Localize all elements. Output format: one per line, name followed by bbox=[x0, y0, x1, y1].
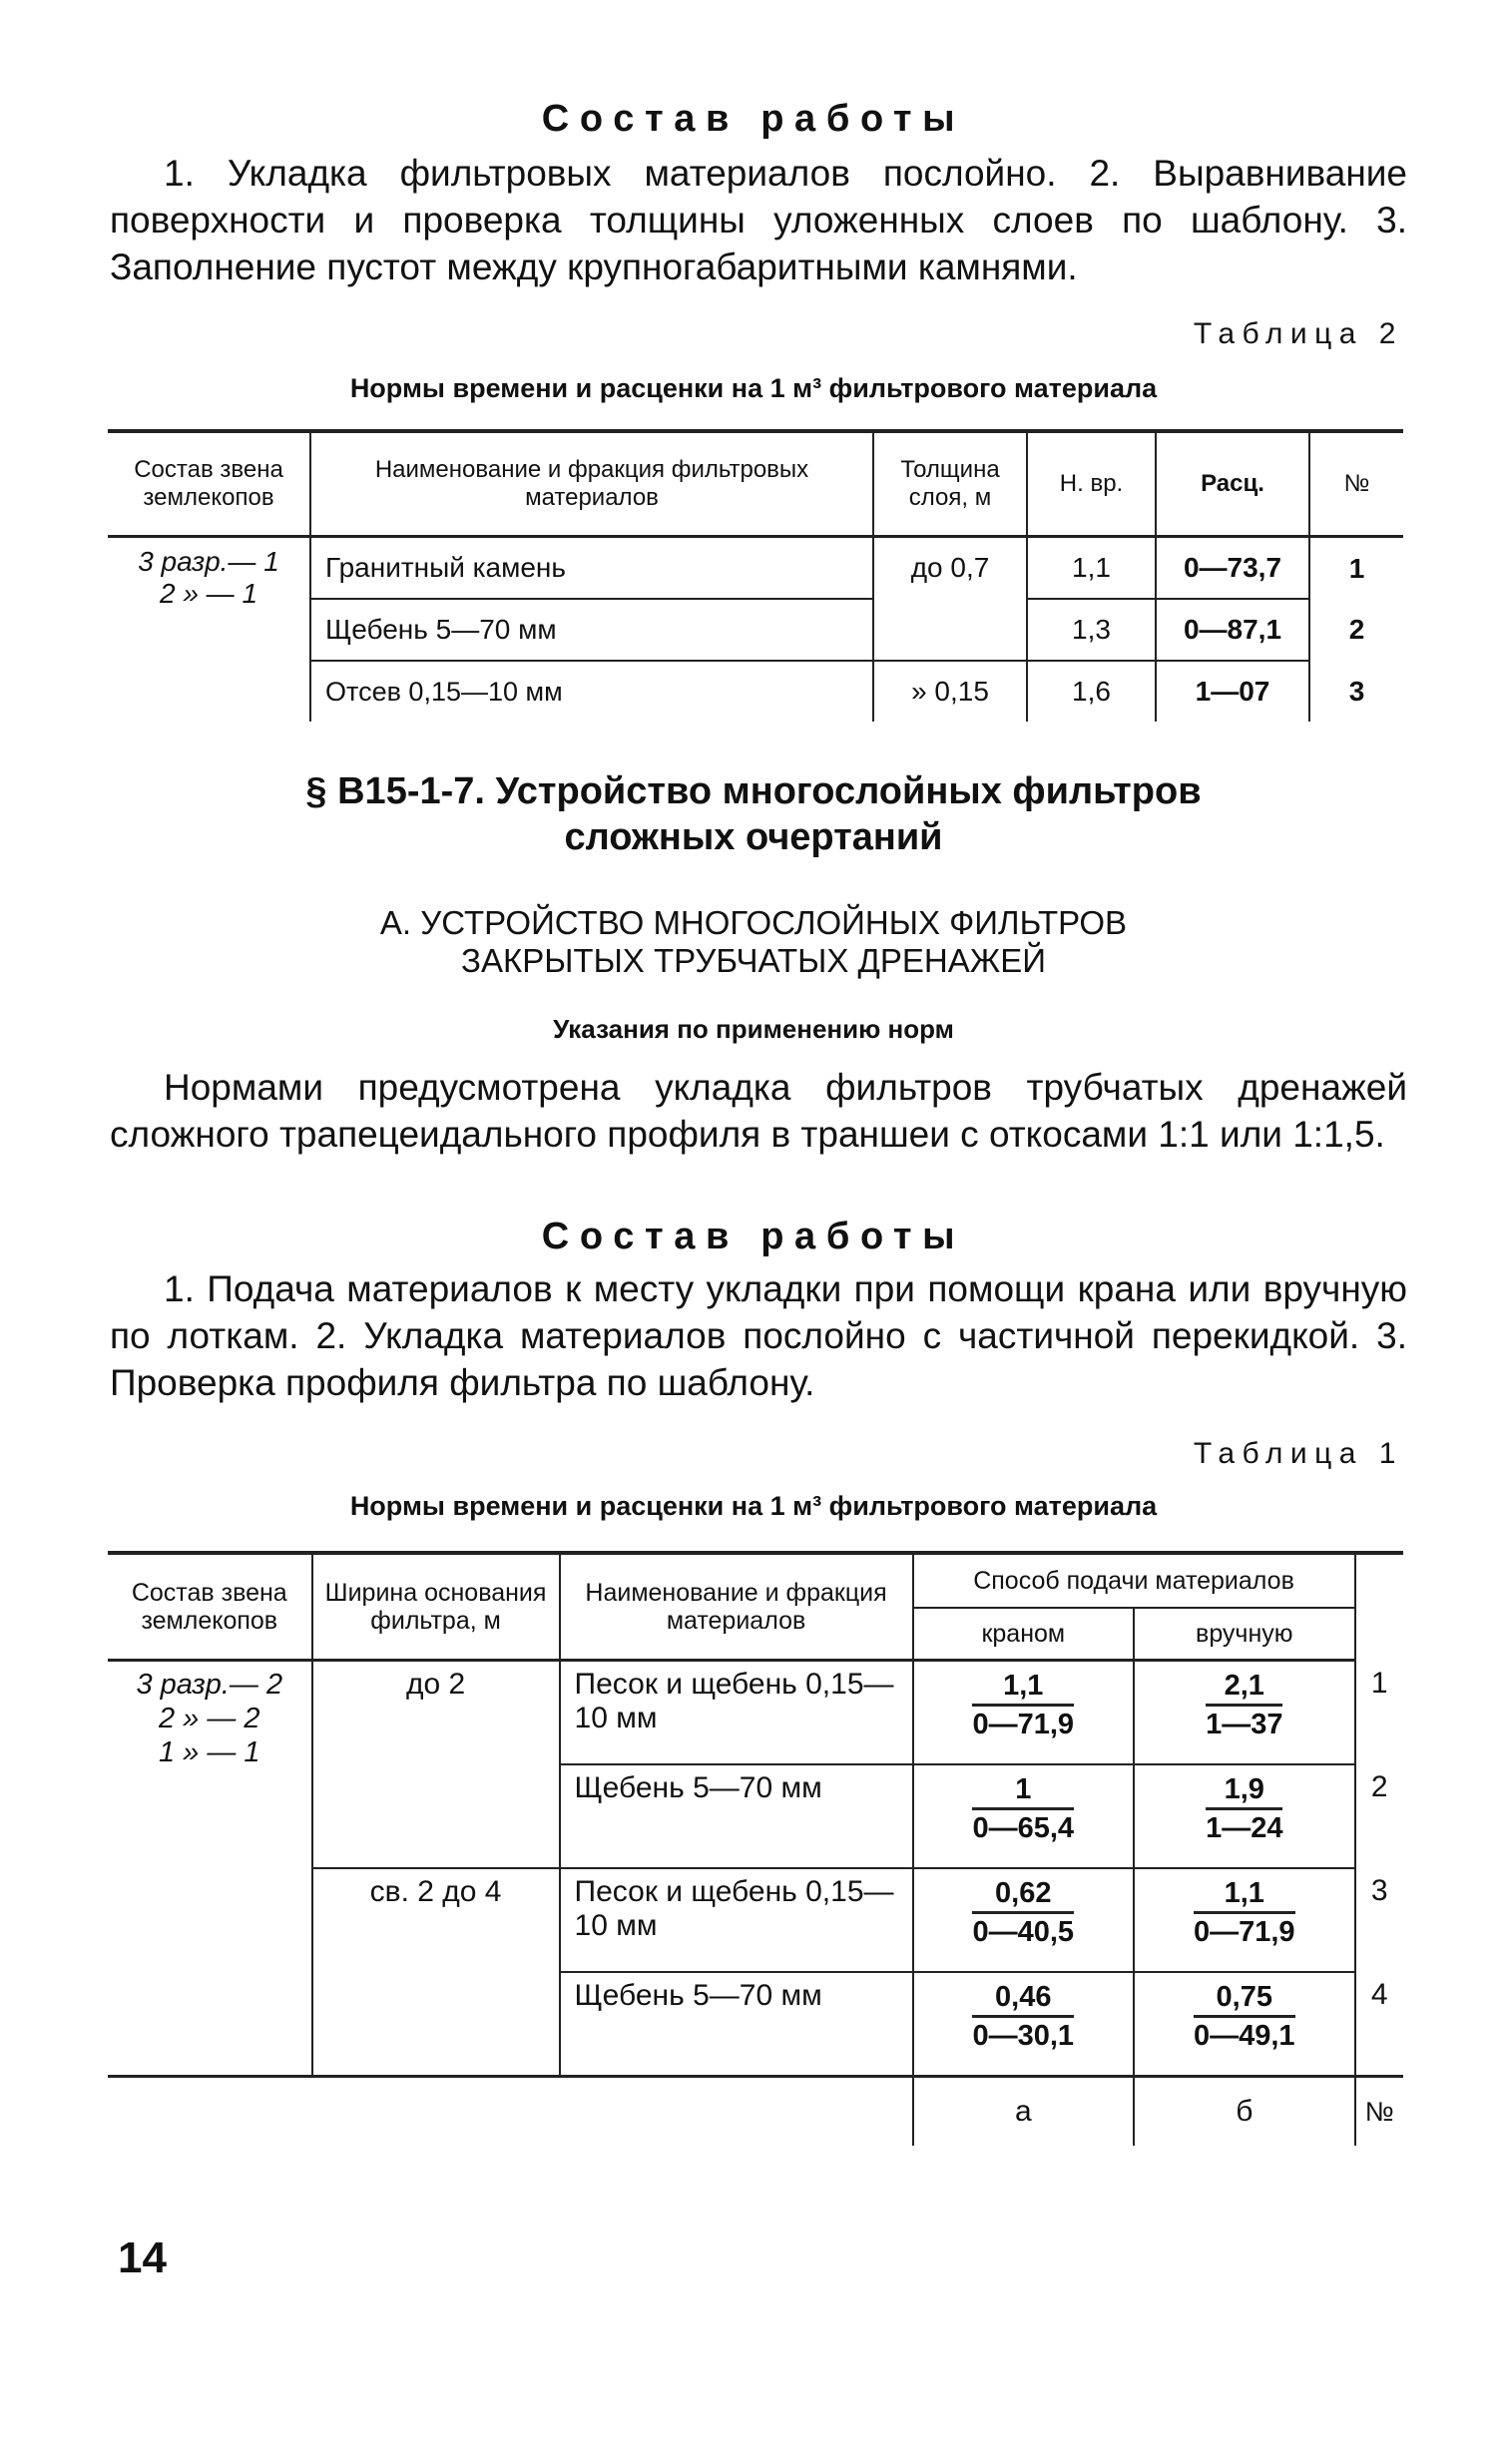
header-norm: Н. вр. bbox=[1027, 431, 1156, 537]
material-cell: Щебень 5—70 мм bbox=[560, 1764, 913, 1868]
footer-manual-letter: б bbox=[1134, 2077, 1355, 2147]
subsection-title-line2: ЗАКРЫТЫХ ТРУБЧАТЫХ ДРЕНАЖЕЙ bbox=[461, 942, 1046, 979]
header-crew: Состав звена землекопов bbox=[108, 1553, 312, 1661]
material-cell: Отсев 0,15—10 мм bbox=[310, 661, 873, 722]
manual-cell bbox=[1134, 1868, 1355, 1972]
thickness-cell: » 0,15 bbox=[873, 661, 1027, 722]
price-cell: 1—07 bbox=[1156, 661, 1309, 722]
crew-cell-empty bbox=[108, 661, 310, 722]
table-row bbox=[108, 537, 1403, 600]
crane-norm: 0,46 bbox=[972, 1979, 1074, 2018]
crane-cell bbox=[913, 1661, 1135, 1765]
header-crane: краном bbox=[913, 1608, 1135, 1661]
norm-cell: 1,3 bbox=[1027, 599, 1156, 661]
number-cell: 2 bbox=[1355, 1764, 1403, 1868]
header-number-empty bbox=[1355, 1553, 1403, 1661]
table-row bbox=[108, 1661, 1403, 1765]
header-width: Ширина основания фильтра, м bbox=[312, 1553, 560, 1661]
crane-price: 0—65,4 bbox=[972, 1812, 1075, 1844]
number-cell: 1 bbox=[1309, 537, 1403, 600]
number-cell: 4 bbox=[1355, 1972, 1403, 2077]
table-2 bbox=[108, 429, 1403, 722]
norm-cell: 1,6 bbox=[1027, 661, 1156, 722]
norm-cell: 1,1 bbox=[1027, 537, 1156, 600]
page-number: 14 bbox=[118, 2233, 167, 2282]
subsection-title-line1: А. УСТРОЙСТВО МНОГОСЛОЙНЫХ ФИЛЬТРОВ bbox=[379, 904, 1128, 941]
crew-line: 3 разр.— 1 bbox=[138, 546, 279, 577]
table-2-label: Таблица 2 bbox=[1193, 317, 1403, 350]
footer-empty bbox=[312, 2077, 560, 2147]
manual-cell bbox=[1134, 1764, 1355, 1868]
price-cell: 0—73,7 bbox=[1156, 537, 1309, 600]
width-cell: до 2 bbox=[312, 1661, 560, 1869]
instructions-text: Нормами предусмотрена укладка фильтров трубчатых дренажей сложного трапецеидального профиля в траншеи с откосами 1:1 или 1:1,5. bbox=[110, 1067, 1407, 1155]
manual-norm: 1,1 bbox=[1194, 1875, 1295, 1914]
table-1-label: Таблица 1 bbox=[1193, 1437, 1403, 1470]
header-number: № bbox=[1309, 431, 1403, 537]
header-thickness: Толщина слоя, м bbox=[873, 431, 1027, 537]
number-cell: 1 bbox=[1355, 1661, 1403, 1765]
manual-norm: 0,75 bbox=[1194, 1979, 1295, 2018]
table-1-caption: Нормы времени и расценки на 1 м³ фильтрового материала bbox=[349, 1491, 1158, 1521]
number-cell: 3 bbox=[1355, 1868, 1403, 1972]
price-cell: 0—87,1 bbox=[1156, 599, 1309, 661]
number-cell: 3 bbox=[1309, 661, 1403, 722]
material-cell: Гранитный камень bbox=[310, 537, 873, 600]
manual-price: 0—49,1 bbox=[1193, 2020, 1295, 2052]
work-composition-heading-2: Состав работы bbox=[541, 1216, 966, 1257]
work-composition-text: 1. Укладка фильтровых материалов послойно. 2. Выравнивание поверхности и проверка толщины уложенных слоев по шаблону. 3. Заполнение пустот между крупногабаритными камнями. bbox=[110, 153, 1407, 287]
work-composition-text-2: 1. Подача материалов к месту укладки при помощи крана или вручную по лоткам. 2. Укладка материалов послойно с частичной перекидкой. 3. Проверка профиля фильтра по шаблону. bbox=[110, 1268, 1407, 1403]
footer-number-sign: № bbox=[1355, 2077, 1403, 2147]
section-title-line2: сложных очертаний bbox=[564, 816, 943, 858]
crane-norm: 1 bbox=[972, 1771, 1074, 1810]
crew-cell bbox=[108, 537, 310, 662]
footer-empty bbox=[560, 2077, 913, 2147]
thickness-cell: до 0,7 bbox=[873, 537, 1027, 662]
table-2-caption: Нормы времени и расценки на 1 м³ фильтрового материала bbox=[349, 373, 1158, 403]
material-cell: Щебень 5—70 мм bbox=[560, 1972, 913, 2077]
crane-cell bbox=[913, 1868, 1135, 1972]
header-manual: вручную bbox=[1134, 1608, 1355, 1661]
header-price: Расц. bbox=[1156, 431, 1309, 537]
manual-price: 1—37 bbox=[1206, 1709, 1283, 1740]
crane-cell bbox=[913, 1972, 1135, 2077]
work-composition-heading: Состав работы bbox=[541, 98, 966, 140]
crane-price: 0—30,1 bbox=[972, 2020, 1075, 2052]
manual-price: 0—71,9 bbox=[1193, 1916, 1295, 1948]
manual-price: 1—24 bbox=[1206, 1812, 1283, 1844]
header-material: Наименование и фракция фильтровых материалов bbox=[310, 431, 873, 537]
manual-norm: 2,1 bbox=[1206, 1668, 1282, 1707]
manual-cell bbox=[1134, 1661, 1355, 1765]
crane-norm: 0,62 bbox=[972, 1875, 1074, 1914]
material-cell: Песок и щебень 0,15—10 мм bbox=[560, 1661, 913, 1765]
crane-price: 0—71,9 bbox=[972, 1709, 1075, 1740]
number-cell: 2 bbox=[1309, 599, 1403, 661]
table-footer-row bbox=[108, 2077, 1403, 2147]
width-cell: св. 2 до 4 bbox=[312, 1868, 560, 2077]
section-title-line1: § В15-1-7. Устройство многослойных фильтров bbox=[305, 770, 1202, 812]
crew-line: 3 разр.— 2 bbox=[136, 1669, 283, 1701]
material-cell: Песок и щебень 0,15—10 мм bbox=[560, 1868, 913, 1972]
header-method: Способ подачи материалов bbox=[913, 1553, 1355, 1608]
footer-crane-letter: а bbox=[913, 2077, 1135, 2147]
table-row bbox=[108, 661, 1403, 722]
crew-line: 2 » — 1 bbox=[159, 578, 258, 609]
manual-norm: 1,9 bbox=[1206, 1771, 1282, 1810]
crane-norm: 1,1 bbox=[972, 1668, 1074, 1707]
crane-cell bbox=[913, 1764, 1135, 1868]
manual-cell bbox=[1134, 1972, 1355, 2077]
table-1 bbox=[108, 1551, 1403, 2146]
crew-line: 1 » — 1 bbox=[158, 1736, 260, 1768]
header-crew: Состав звена землекопов bbox=[108, 431, 310, 537]
material-cell: Щебень 5—70 мм bbox=[310, 599, 873, 661]
header-material: Наименование и фракция материалов bbox=[560, 1553, 913, 1661]
crane-price: 0—40,5 bbox=[972, 1916, 1075, 1948]
crew-line: 2 » — 2 bbox=[158, 1703, 260, 1734]
crew-cell bbox=[108, 1661, 312, 2077]
instructions-heading: Указания по применению норм bbox=[553, 1014, 954, 1044]
footer-empty bbox=[108, 2077, 312, 2147]
